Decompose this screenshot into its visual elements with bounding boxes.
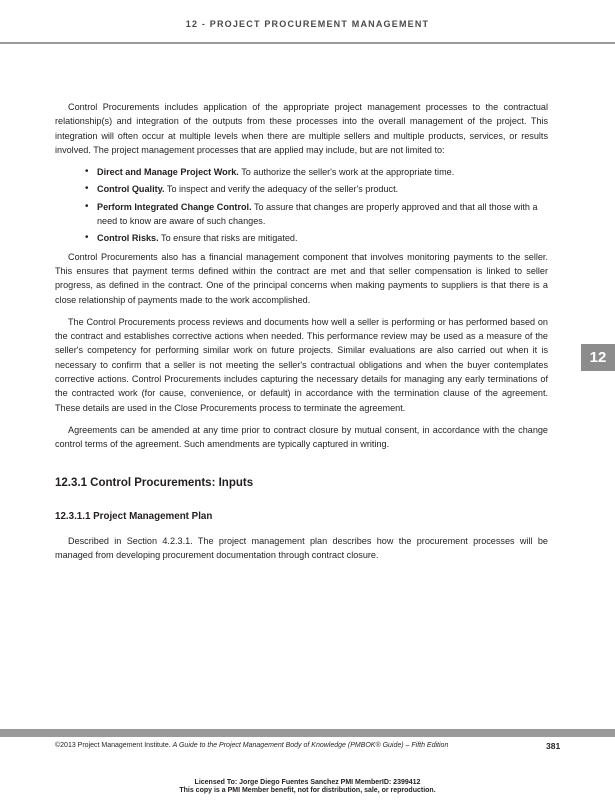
license-notice: [0, 779, 615, 795]
bullet-icon: •: [85, 183, 89, 195]
bullet-item: [55, 182, 548, 196]
bullet-text: To authorize the seller's work at the appropriate time.: [238, 167, 455, 178]
bullet-icon: •: [85, 166, 89, 178]
subsection-heading: 12.3.1.1 Project Management Plan: [55, 510, 213, 522]
intro-paragraph: Control Procurements includes application of the appropriate project management processes to the contractual relationship(s) and integration of the outputs from these processes into the overall management of the project. This integration will often occur at multiple levels when there are multiple sellers and multiple products, services, or results involved. The project management processes that are applied may include, but are not limited to:: [55, 102, 548, 155]
page-header: [0, 0, 615, 44]
bullet-text: To ensure that risks are mitigated.: [158, 233, 298, 244]
section-heading: 12.3.1 Control Procurements: Inputs: [55, 476, 254, 489]
footer-divider: [0, 729, 615, 737]
footer-copyright: ©2013 Project Management Institute.: [55, 742, 171, 749]
subsection-paragraph: Described in Section 4.2.3.1. The project management plan describes how the procurement processes will be managed from developing procurement documentation through contract closure.: [55, 536, 548, 561]
bullet-icon: •: [85, 200, 89, 212]
footer-book-title: A Guide to the Project Management Body of Knowledge (PMBOK® Guide) – Fifth Edition: [172, 742, 449, 749]
bullet-text: To assure that changes are properly approved and that all those with a need to know are aware of such changes.: [97, 201, 538, 227]
page-body: [55, 100, 548, 571]
bullet-item: [55, 231, 548, 245]
bullet-term: Perform Integrated Change Control.: [97, 201, 252, 212]
amendments-paragraph: Agreements can be amended at any time prior to contract closure by mutual consent, in accordance with the change control terms of the agreement. Such amendments are typically captured in writing.: [55, 424, 548, 450]
bullet-item: [55, 165, 548, 179]
bullet-term: Control Quality.: [97, 184, 165, 195]
bullet-item: [55, 200, 548, 229]
performance-paragraph: The Control Procurements process reviews and documents how well a seller is performing or has performed based on the contract and establishes corrective actions when needed. This performance review may be used as a measure of the seller's competency for performing similar work on future projects. Similar evaluations are also carried out when it is necessary to confirm that a seller is not meeting the seller's contractual obligations and when the buyer contemplates corrective actions. Control Procurements includes capturing the necessary details for managing any early terminations of the contracted work (for cause, convenience, or default) in accordance with the termination clause of the agreement. These details are used in the Close Procurements process to terminate the agreement.: [55, 316, 548, 413]
process-bullet-list: [55, 165, 548, 245]
bullet-term: Control Risks.: [97, 233, 159, 244]
running-header-title: 12 - PROJECT PROCUREMENT MANAGEMENT: [185, 19, 430, 29]
license-line: This copy is a PMI Member benefit, not for distribution, sale, or reproduction.: [179, 787, 436, 794]
financial-paragraph: Control Procurements also has a financial management component that involves monitoring payments to the seller. This ensures that payment terms defined within the contract are met and that seller compensation is linked to seller progress, as defined in the contract. One of the principal concerns when making payments to suppliers is that there is a close relationship of payments made to the work accomplished.: [55, 251, 548, 305]
chapter-tab[interactable]: 12: [581, 344, 615, 371]
footer-citation: [55, 742, 448, 749]
page-number: 381: [546, 741, 561, 751]
license-line: Licensed To: Jorge Diego Fuentes Sanchez PMI MemberID: 2399412: [194, 779, 421, 786]
bullet-text: To inspect and verify the adequacy of the seller's product.: [164, 184, 399, 195]
bullet-icon: •: [85, 232, 89, 244]
bullet-term: Direct and Manage Project Work.: [97, 167, 239, 178]
